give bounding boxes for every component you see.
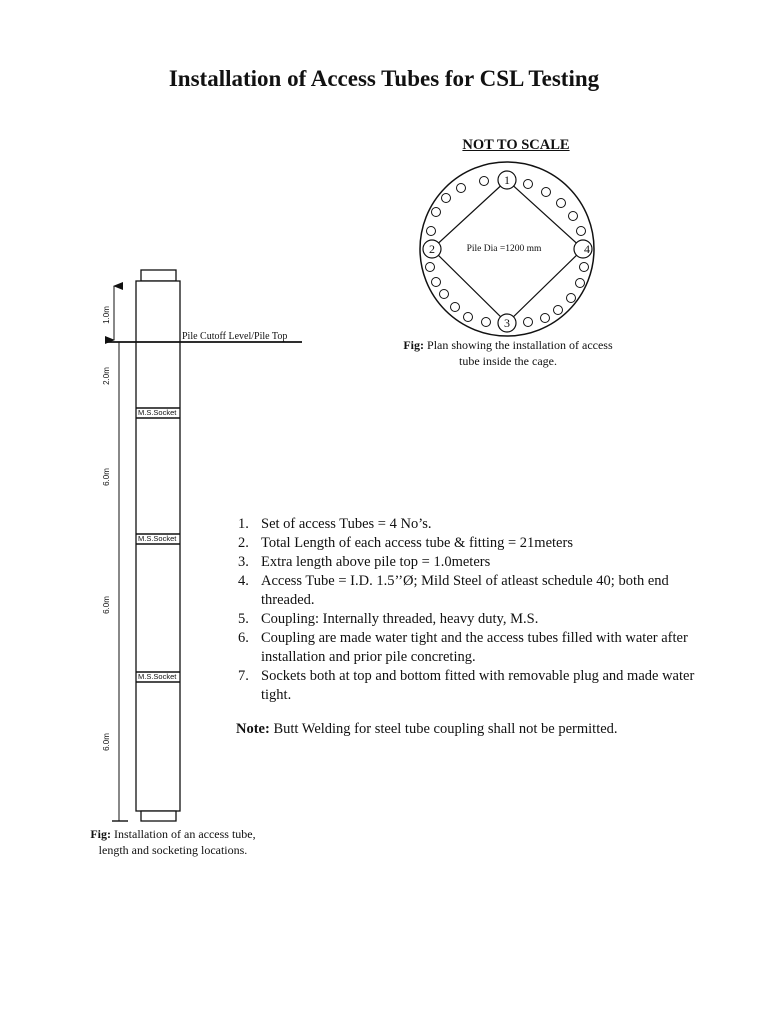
note-item [236,667,706,705]
note-item [236,629,706,667]
note-item [236,534,706,553]
cutoff-level-label: Pile Cutoff Level/Pile Top [182,331,288,342]
dim-label-4: 6.0m [102,596,111,614]
access-tube-body [136,281,180,811]
note-number: 5. [238,611,249,627]
pile-dia-label: Pile Dia =1200 mm [466,244,542,254]
plan-caption-fig: Fig: [403,338,425,352]
note-item [236,553,706,572]
socket-label-3: M.S.Socket [138,672,177,681]
notes-list [236,515,706,705]
note-item [236,515,706,534]
tube-top-cap [141,270,176,281]
note-number: 3. [238,554,249,570]
note-text: Access Tube = I.D. 1.5’’Ø; Mild Steel of atleast schedule 40; both end threaded. [261,573,669,608]
elevation-caption-fig: Fig: [90,827,112,841]
elevation-caption-line2: length and socketing locations. [98,842,248,857]
note-item [236,572,706,610]
dim-label-3: 6.0m [102,468,111,486]
tube-bottom-cap [141,811,176,821]
dim-label-1: 1.0m [102,306,111,324]
welding-note-label: Note: [236,721,270,737]
elevation-caption [62,827,284,858]
note-number: 6. [238,630,249,646]
note-number: 4. [238,573,249,589]
tube-number-3: 3 [504,316,510,330]
plan-caption [402,338,614,369]
note-text: Set of access Tubes = 4 No’s. [261,516,432,532]
tube-number-2: 2 [429,242,435,256]
note-text: Coupling are made water tight and the access tubes filled with water after installation and prior pile concreting. [261,630,688,665]
tube-number-4: 4 [584,242,590,256]
socket-label-1: M.S.Socket [138,408,177,417]
dim-label-5: 6.0m [102,733,111,751]
welding-note-text: Butt Welding for steel tube coupling shall not be permitted. [269,721,618,737]
not-to-scale-label: NOT TO SCALE [462,137,570,153]
note-text: Sockets both at top and bottom fitted with removable plug and made water tight. [261,668,695,703]
note-text: Total Length of each access tube & fitting = 21meters [261,535,573,551]
welding-note [236,721,706,738]
note-item [236,610,706,629]
elevation-caption-text1: Installation of an access tube, [114,827,256,841]
socket-label-2: M.S.Socket [138,534,177,543]
note-text: Coupling: Internally threaded, heavy duty, M.S. [261,611,539,627]
tube-number-1: 1 [504,173,510,187]
dim-label-2: 2.0m [102,367,111,385]
note-text: Extra length above pile top = 1.0meters [261,554,491,570]
note-number: 7. [238,668,249,684]
note-number: 2. [238,535,249,551]
plan-caption-text: Plan showing the installation of access tube inside the cage. [427,338,613,368]
page-title: Installation of Access Tubes for CSL Testing [168,66,600,91]
note-number: 1. [238,516,249,532]
elevation-caption-line1 [62,827,284,843]
